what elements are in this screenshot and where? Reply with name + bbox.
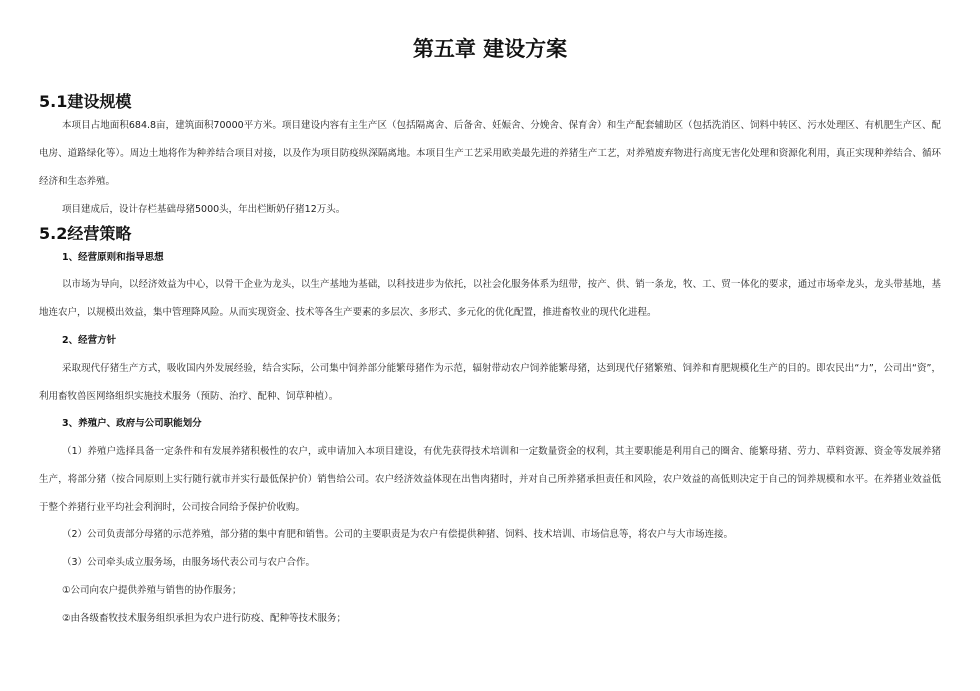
subheading-roles: 3、养殖户、政府与公司职能划分 xyxy=(62,418,202,429)
paragraph-scale-2: 项目建成后，设计存栏基础母猪5000头，年出栏断奶仔猪12万头。 xyxy=(62,204,346,215)
section-heading-strategy: 5.2经营策略 xyxy=(39,224,132,243)
list-item-service-1: ①公司向农户提供养殖与销售的协作服务； xyxy=(62,585,242,596)
section-heading-scale: 5.1建设规模 xyxy=(39,92,132,111)
subheading-principles: 1、经营原则和指导思想 xyxy=(62,252,164,263)
chapter-title: 第五章 建设方案 xyxy=(412,37,568,61)
paragraph-policy: 采取现代仔猪生产方式，吸收国内外发展经验，结合实际，公司集中饲养部分能繁母猪作为示范，辐射带动农户饲养能繁母猪，达到现代仔猪繁殖、饲养和育肥规模化生产的目的。即农民出“力”，公司出“资”，利用畜牧兽医网络组织实施技术服务（预防、治疗、配种、饲草种植）。 xyxy=(39,363,941,402)
paragraph-roles-2: （2）公司负责部分母猪的示范养殖，部分猪的集中育肥和销售。公司的主要职责是为农户有偿提供种猪、饲料、技术培训、市场信息等，将农户与大市场连接。 xyxy=(62,529,734,540)
list-item-service-2: ②由各级畜牧技术服务组织承担为农户进行防疫、配种等技术服务； xyxy=(62,613,347,624)
subheading-policy: 2、经营方针 xyxy=(62,335,117,346)
paragraph-roles-1: （1）养殖户选择具备一定条件和有发展养猪积极性的农户，或申请加入本项目建设，有优先获得技术培训和一定数量资金的权利，其主要职能是利用自己的圈舍、能繁母猪、劳力、草料资源、资金等发展养猪生产，将部分猪（按合同原则上实行随行就市并实行最低保护价）销售给公司。农户经济效益体现在出售肉猪时，并对自己所养猪承担责任和风险，农户效益的高低则决定于自己的饲养规模和水平。在养猪业效益低于整个养猪行业平均社会利润时，公司按合同给予保护价收购。 xyxy=(39,446,941,513)
paragraph-roles-3: （3）公司牵头成立服务场，由服务场代表公司与农户合作。 xyxy=(62,557,316,568)
paragraph-principles: 以市场为导向，以经济效益为中心，以骨干企业为龙头，以生产基地为基础，以科技进步为依托，以社会化服务体系为纽带，按产、供、销一条龙，牧、工、贸一体化的要求，通过市场牵龙头，龙头带基地，基地连农户，以规模出效益，集中管理降风险。从而实现资金、技术等各生产要素的多层次、多形式、多元化的优化配置，推进畜牧业的现代化进程。 xyxy=(39,279,941,318)
paragraph-scale-1: 本项目占地面积684.8亩，建筑面积70000平方米。项目建设内容有主生产区（包括隔离舍、后备舍、妊娠舍、分娩舍、保育舍）和生产配套辅助区（包括洗消区、饲料中转区、污水处理区、有机肥生产区、配电房、道路绿化等）。周边土地将作为种养结合项目对接，以及作为项目防疫纵深隔离地。本项目生产工艺采用欧美最先进的养猪生产工艺，对养殖废弃物进行高度无害化处理和资源化利用，真正实现种养结合、循环经济和生态养殖。 xyxy=(39,120,941,187)
